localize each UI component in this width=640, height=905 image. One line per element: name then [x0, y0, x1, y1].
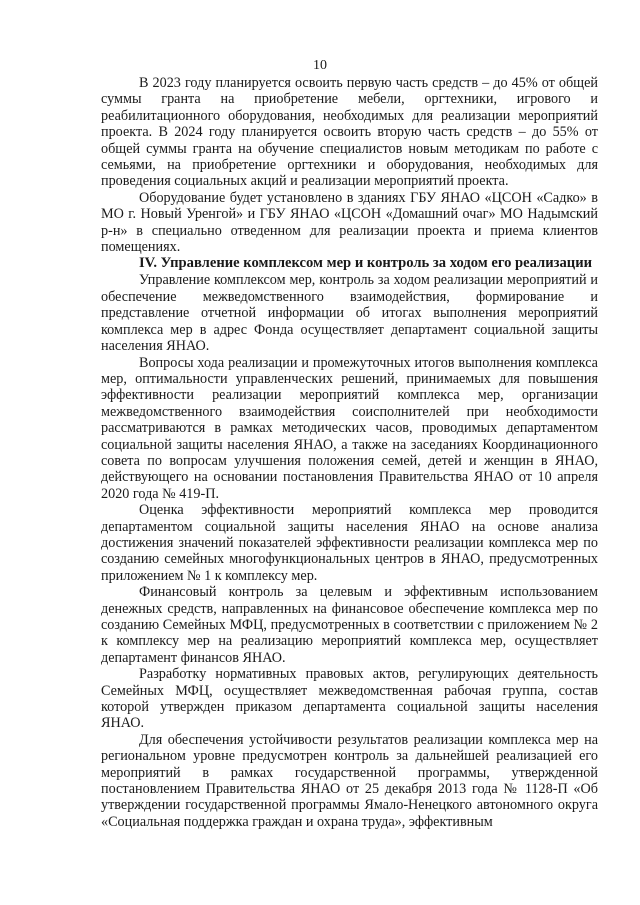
paragraph-management: Управление комплексом мер, контроль за ходом реализации мероприятий и обеспечение межведомственного взаимодействия, формирование и представление отчетной информации об итогах выполнения мероприятий комплекса мер в адрес Фонда осуществляет департамент социальной защиты населения ЯНАО.: [101, 272, 598, 355]
page-number: 10: [313, 58, 327, 73]
document-body: [101, 75, 598, 830]
paragraph-progress-review: Вопросы хода реализации и промежуточных итогов выполнения комплекса мер, оптимальности управленческих решений, принимаемых для повышения эффективности реализации мероприятий комплекса мер, организации межведомственного взаимодействия соисполнителей при необходимости рассматриваются в рамках методических часов, проводимых департаментом социальной защиты населения ЯНАО, а также на заседаниях Координационного совета по вопросам улучшения положения семей, детей и женщин в ЯНАО, действующего на основании постановления Правительства ЯНАО от 10 апреля 2020 года № 419-П.: [101, 354, 598, 502]
paragraph-regulatory-acts: Разработку нормативных правовых актов, регулирующих деятельность Семейных МФЦ, осуществляет межведомственная рабочая группа, состав которой утвержден приказом департамента социальной защиты населения ЯНАО.: [101, 666, 598, 732]
paragraph-sustainability: Для обеспечения устойчивости результатов реализации комплекса мер на региональном уровне предусмотрен контроль за дальнейшей реализацией его мероприятий в рамках государственной программы, утвержденной постановлением Правительства ЯНАО от 25 декабря 2013 года № 1128-П «Об утверждении государственной программы Ямало-Ненецкого автономного округа «Социальная поддержка граждан и охрана труда», эффективным: [101, 731, 598, 830]
paragraph-equipment-location: Оборудование будет установлено в зданиях ГБУ ЯНАО «ЦСОН «Садко» в МО г. Новый Уренгой» и ГБУ ЯНАО «ЦСОН «Домашний очаг» МО Надымский р-н» в специально отведенном для реализации проекта и приема клиентов помещениях.: [101, 189, 598, 256]
paragraph-financial-control: Финансовый контроль за целевым и эффективным использованием денежных средств, направленных на финансовое обеспечение комплекса мер по созданию Семейных МФЦ, предусмотренных в соответствии с приложением № 2 к комплексу мер на реализацию мероприятий комплекса мер, осуществляет департамент финансов ЯНАО.: [101, 584, 598, 666]
paragraph-grant-schedule: В 2023 году планируется освоить первую часть средств – до 45% от общей суммы гранта на приобретение мебели, оргтехники, игрового и реабилитационного оборудования, необходимых для реализации мероприятий проекта. В 2024 году планируется освоить вторую часть средств – до 55% от общей суммы гранта на обучение специалистов новым методикам по работе с семьями, на приобретение оргтехники и оборудования, необходимых для проведения социальных акций и реализации мероприятий проекта.: [101, 75, 598, 190]
paragraph-effectiveness-evaluation: Оценка эффективности мероприятий комплекса мер проводится департаментом социальной защиты населения ЯНАО на основе анализа достижения значений показателей эффективности реализации комплекса мер по созданию семейных многофункциональных центров в ЯНАО, предусмотренных приложением № 1 к комплексу мер.: [101, 502, 598, 584]
section-heading: IV. Управление комплексом мер и контроль за ходом его реализации: [139, 255, 593, 272]
